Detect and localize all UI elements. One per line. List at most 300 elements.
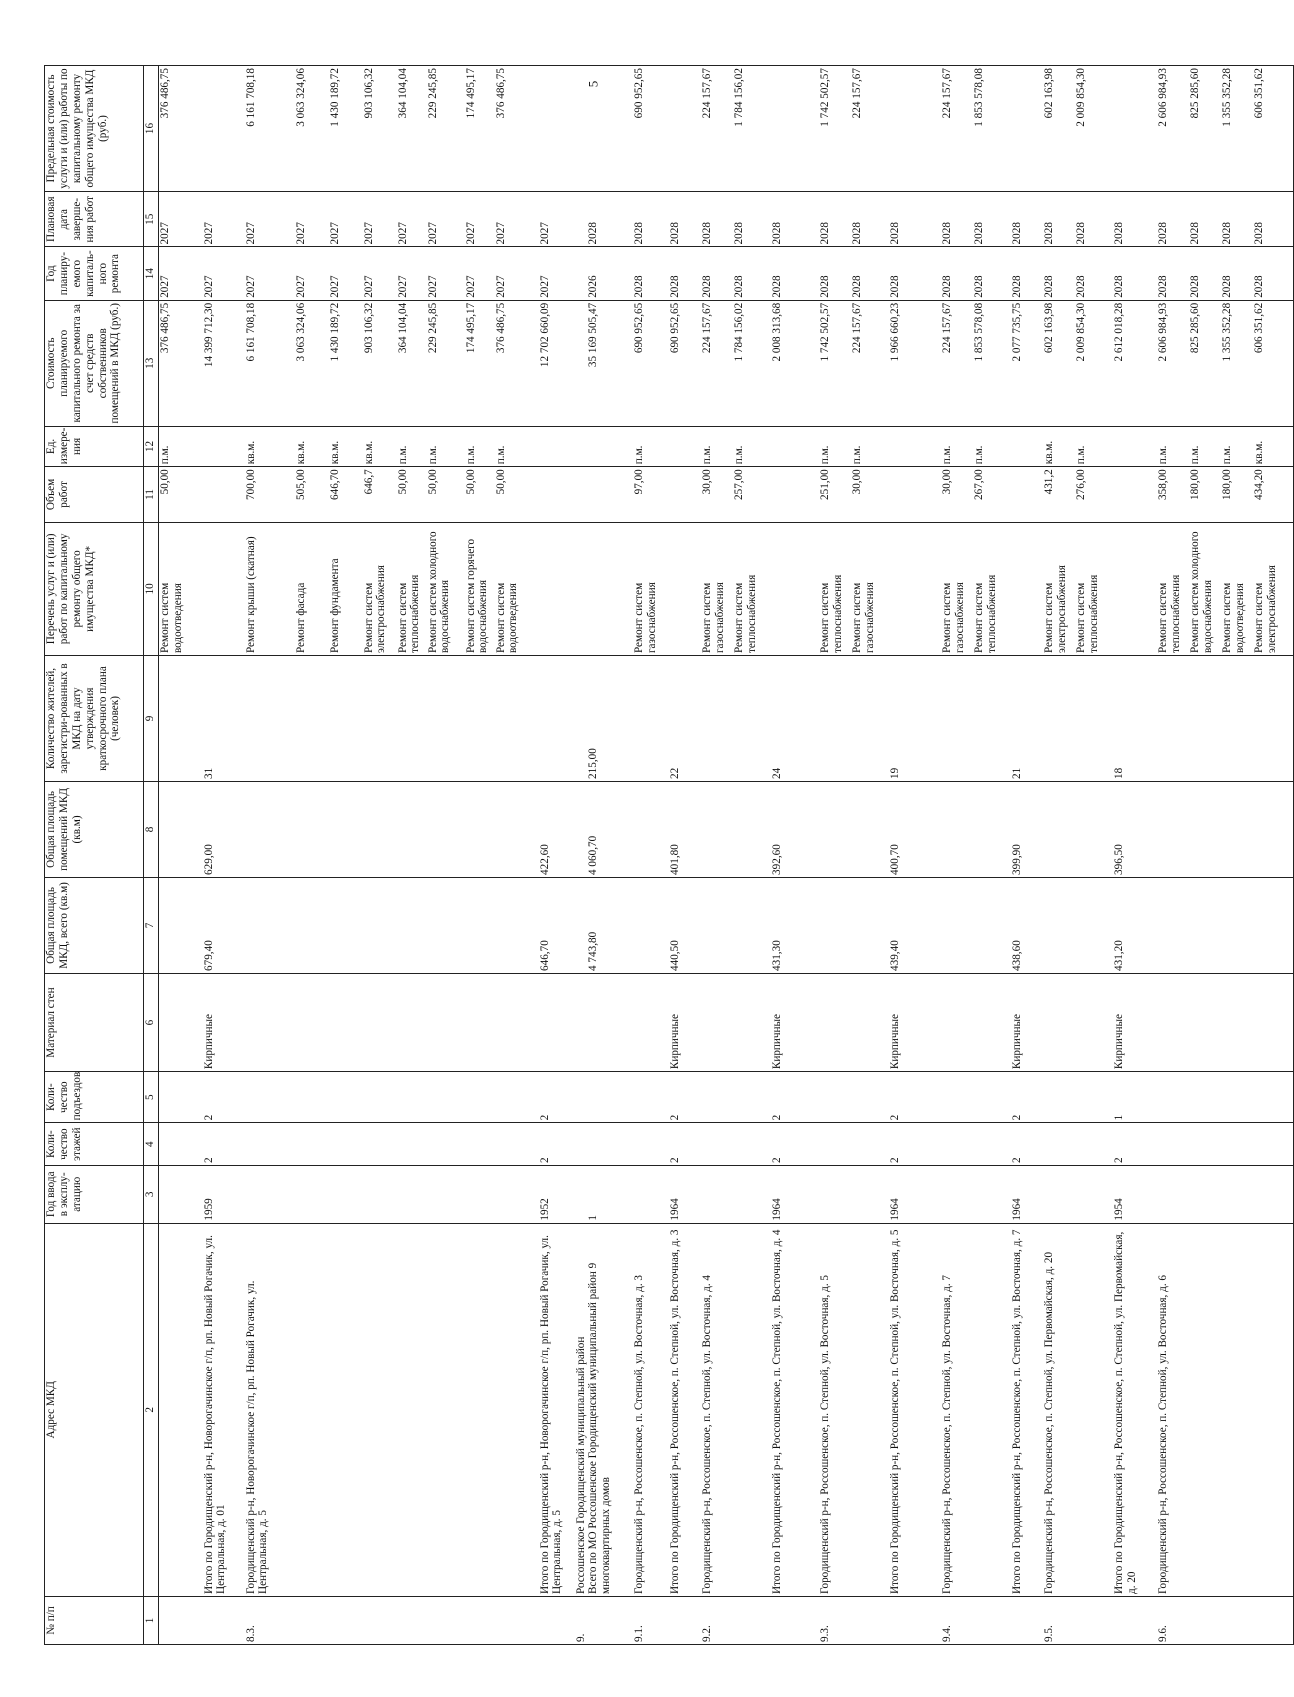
table-cell: Ремонт фундамента [329, 522, 363, 655]
table-cell [633, 1123, 669, 1166]
table-cell: 229 245,85 [427, 300, 465, 426]
table-cell [941, 656, 973, 782]
table-cell [889, 522, 941, 655]
table-cell [203, 467, 245, 522]
rotated-page [44, 65, 1279, 1645]
table-cell [1043, 877, 1075, 973]
table-cell: 1 [1113, 1072, 1157, 1123]
table-cell: 2 [669, 1072, 701, 1123]
table-cell: 2 077 735,75 [1011, 300, 1043, 426]
table-cell: 2028 [1011, 191, 1043, 246]
column-header-11: Объем работ [45, 467, 144, 522]
table-cell [329, 1072, 363, 1123]
table-cell [1221, 1165, 1253, 1223]
table-cell [495, 781, 539, 877]
table-cell [633, 781, 669, 877]
table-cell [427, 656, 465, 782]
table-cell: 2 606 984,93 [1157, 66, 1189, 192]
table-cell: 31 [203, 656, 245, 782]
table-cell: Ремонт систем теплоснабжения [973, 522, 1011, 655]
table-cell [1075, 656, 1113, 782]
table-cell [363, 877, 397, 973]
table-cell: 9.4. [941, 1597, 973, 1645]
table-cell: 14 399 712,30 [203, 300, 245, 426]
table-cell: 505,00 [295, 467, 329, 522]
table-cell [851, 973, 889, 1071]
table-cell: 1 742 502,57 [819, 66, 851, 192]
table-cell: 2028 [1043, 191, 1075, 246]
table-cell [733, 781, 771, 877]
column-header-5: Коли-чество подъездов [45, 1072, 144, 1123]
table-cell: п.м. [397, 426, 427, 467]
column-number: 10 [144, 522, 159, 655]
table-cell [363, 1123, 397, 1166]
table-cell: 376 486,75 [495, 300, 539, 426]
table-row [427, 66, 465, 1645]
table-cell [1253, 1597, 1293, 1645]
column-number: 2 [144, 1223, 159, 1596]
table-cell: 2 612 018,28 [1113, 300, 1157, 426]
column-number: 14 [144, 247, 159, 300]
table-cell: кв.м. [329, 426, 363, 467]
column-number: 12 [144, 426, 159, 467]
table-cell: 2027 [329, 247, 363, 300]
table-cell: 1 966 660,23 [889, 300, 941, 426]
table-cell: 646,7 [363, 467, 397, 522]
table-cell: 2027 [329, 191, 363, 246]
table-cell: Ремонт систем газоснабжения [701, 522, 733, 655]
table-cell [539, 522, 575, 655]
table-cell: 2028 [587, 191, 633, 246]
table-cell [587, 66, 633, 192]
table-cell: 602 163,98 [1043, 300, 1075, 426]
table-cell: 2 [669, 1123, 701, 1166]
table-cell [1253, 1165, 1293, 1223]
table-row [465, 66, 495, 1645]
table-cell: п.м. [427, 426, 465, 467]
table-cell: п.м. [495, 426, 539, 467]
table-cell [427, 1165, 465, 1223]
table-cell [1157, 781, 1189, 877]
table-row [1011, 66, 1043, 1645]
table-cell: 602 163,98 [1043, 66, 1075, 192]
table-cell [889, 467, 941, 522]
table-row [587, 66, 633, 1645]
table-cell [851, 1597, 889, 1645]
table-cell: кв.м. [245, 426, 295, 467]
table-cell [1253, 1123, 1293, 1166]
table-cell: 1964 [889, 1165, 941, 1223]
table-cell: 276,00 [1075, 467, 1113, 522]
column-header-3: Год ввода в эксплу-атацию [45, 1165, 144, 1223]
table-cell [1011, 467, 1043, 522]
table-cell: 50,00 [495, 467, 539, 522]
table-cell: Кирпичные [203, 973, 245, 1071]
table-cell [495, 1123, 539, 1166]
table-cell: 399,90 [1011, 781, 1043, 877]
column-header-15: Плановая дата заверше-ния работ [45, 191, 144, 246]
table-cell: 903 106,32 [363, 66, 397, 192]
table-cell: 1 430 189,72 [329, 66, 363, 192]
table-cell [973, 1597, 1011, 1645]
table-cell [495, 1597, 539, 1645]
table-cell [495, 1223, 539, 1596]
table-cell: 2028 [819, 247, 851, 300]
table-cell: 431,30 [771, 877, 819, 973]
table-cell [587, 467, 633, 522]
table-cell [1189, 1223, 1221, 1596]
table-cell: п.м. [1157, 426, 1189, 467]
table-row [295, 66, 329, 1645]
table-cell [245, 1165, 295, 1223]
table-cell [1253, 1072, 1293, 1123]
table-cell [1043, 781, 1075, 877]
table-cell [159, 1165, 203, 1223]
table-cell [733, 877, 771, 973]
column-number: 11 [144, 467, 159, 522]
table-cell: 2028 [1189, 191, 1221, 246]
table-cell: 2 [203, 1072, 245, 1123]
table-cell [427, 877, 465, 973]
table-cell: 2028 [889, 191, 941, 246]
table-cell: 22 [669, 656, 701, 782]
column-header-2: Адрес МКД [45, 1223, 144, 1596]
table-cell [1157, 1123, 1189, 1166]
table-cell: Итого по Городищенский р-н, Россошенское, п. Степной, ул. Первомайская, д. 20 [1113, 1223, 1157, 1596]
table-cell [771, 1597, 819, 1645]
table-cell: 440,50 [669, 877, 701, 973]
table-cell [539, 1597, 575, 1645]
table-cell: Городищенский р-н, Россошенское, п. Степной, ул. Восточная, д. 4 [701, 1223, 733, 1596]
table-cell [1221, 877, 1253, 973]
table-cell [203, 522, 245, 655]
table-cell: 431,2 [1043, 467, 1075, 522]
table-cell [575, 1123, 588, 1166]
table-cell [465, 1072, 495, 1123]
table-cell [587, 973, 633, 1071]
table-row [1075, 66, 1113, 1645]
table-cell [701, 656, 733, 782]
table-cell: 2028 [669, 247, 701, 300]
table-cell: Ремонт систем водоотведения [159, 522, 203, 655]
table-cell [973, 656, 1011, 782]
table-cell: 2027 [159, 191, 203, 246]
table-cell: 2028 [941, 247, 973, 300]
table-cell: Городищенский р-н, Россошенское, п. Степной, ул. Восточная, д. 3 [633, 1223, 669, 1596]
table-cell: Кирпичные [1011, 973, 1043, 1071]
table-cell: п.м. [1189, 426, 1221, 467]
table-row [1253, 66, 1293, 1645]
table-cell: 50,00 [427, 467, 465, 522]
table-cell: Всего по МО Россошенское Городищенский муниципальный район 9 многоквартирных домов [587, 1223, 633, 1596]
table-cell: 2 [771, 1072, 819, 1123]
table-cell [295, 877, 329, 973]
table-cell: 2 606 984,93 [1157, 300, 1189, 426]
table-cell: 376 486,75 [159, 300, 203, 426]
table-cell [1075, 1597, 1113, 1645]
table-cell: 2028 [819, 191, 851, 246]
table-cell: Городищенский р-н, Россошенское, п. Степной, ул. Первомайская, д. 20 [1043, 1223, 1075, 1596]
column-header-8: Общая площадь помещений МКД (кв.м) [45, 781, 144, 877]
table-cell [575, 467, 588, 522]
table-cell: 30,00 [941, 467, 973, 522]
table-cell [1113, 66, 1157, 192]
table-cell: 174 495,17 [465, 300, 495, 426]
table-cell: 376 486,75 [159, 66, 203, 192]
table-cell: 2027 [203, 247, 245, 300]
table-cell: п.м. [701, 426, 733, 467]
table-cell [1043, 1123, 1075, 1166]
table-cell [329, 656, 363, 782]
table-cell: 2027 [295, 247, 329, 300]
table-cell: 629,00 [203, 781, 245, 877]
table-cell: 9.1. [633, 1597, 669, 1645]
table-cell [1221, 781, 1253, 877]
table-cell [973, 877, 1011, 973]
table-cell: п.м. [633, 426, 669, 467]
table-row [1221, 66, 1253, 1645]
table-cell: 2028 [1113, 247, 1157, 300]
table-cell: 2 008 313,68 [771, 300, 819, 426]
table-cell: Ремонт систем электроснабжения [1043, 522, 1075, 655]
table-cell [1221, 656, 1253, 782]
table-cell: 2028 [1253, 191, 1293, 246]
table-cell: 903 106,32 [363, 300, 397, 426]
table-cell: 267,00 [973, 467, 1011, 522]
table-row [851, 66, 889, 1645]
table-cell: 1 742 502,57 [819, 300, 851, 426]
table-cell: Ремонт систем газоснабжения [633, 522, 669, 655]
table-cell [295, 1597, 329, 1645]
column-number: 8 [144, 781, 159, 877]
table-cell [397, 1597, 427, 1645]
table-cell [851, 1165, 889, 1223]
table-cell: 690 952,65 [633, 66, 669, 192]
table-cell: 2028 [851, 191, 889, 246]
table-cell: 2 [771, 1123, 819, 1166]
table-row [1157, 66, 1189, 1645]
table-cell: 358,00 [1157, 467, 1189, 522]
table-cell: 2027 [465, 191, 495, 246]
table-cell: 2027 [397, 247, 427, 300]
table-cell: 2027 [495, 191, 539, 246]
table-cell: Ремонт систем электроснабжения [1253, 522, 1293, 655]
table-cell [1157, 1165, 1189, 1223]
table-cell: 180,00 [1221, 467, 1253, 522]
table-cell: 2028 [1075, 247, 1113, 300]
table-cell [575, 426, 588, 467]
table-cell: 3 063 324,06 [295, 66, 329, 192]
table-cell: п.м. [973, 426, 1011, 467]
table-cell: 9.6. [1157, 1597, 1189, 1645]
table-cell [363, 1597, 397, 1645]
table-cell: 224 157,67 [851, 66, 889, 192]
table-cell: 1 355 352,28 [1221, 66, 1253, 192]
table-cell: Ремонт крыши (скатная) [245, 522, 295, 655]
table-cell [1189, 973, 1221, 1071]
table-cell [575, 1072, 588, 1123]
column-number: 16 [144, 66, 159, 192]
table-cell [889, 1597, 941, 1645]
capital-repair-table [44, 65, 1294, 1645]
table-cell [1253, 656, 1293, 782]
table-cell: 8.3. [245, 1597, 295, 1645]
table-cell: 19 [889, 656, 941, 782]
table-cell [941, 781, 973, 877]
table-cell [295, 973, 329, 1071]
table-cell [819, 1123, 851, 1166]
column-header-4: Коли-чество этажей [45, 1123, 144, 1166]
table-cell [771, 467, 819, 522]
table-cell [1221, 1223, 1253, 1596]
table-cell: 1 [587, 1165, 633, 1223]
table-cell [669, 467, 701, 522]
table-cell: 35 169 505,47 [587, 300, 633, 426]
table-cell [245, 656, 295, 782]
table-cell [363, 656, 397, 782]
table-cell [733, 1072, 771, 1123]
table-cell [397, 1165, 427, 1223]
table-cell: 2 [203, 1123, 245, 1166]
table-cell: 2028 [851, 247, 889, 300]
table-cell [295, 1165, 329, 1223]
table-cell [1221, 973, 1253, 1071]
table-cell [941, 1123, 973, 1166]
table-cell: 2027 [539, 191, 575, 246]
table-cell: 2028 [1253, 247, 1293, 300]
table-cell [1043, 1072, 1075, 1123]
table-cell [539, 467, 575, 522]
table-cell [1189, 1165, 1221, 1223]
table-cell [1189, 877, 1221, 973]
table-cell: п.м. [851, 426, 889, 467]
table-cell [733, 656, 771, 782]
table-cell: 1 853 578,08 [973, 300, 1011, 426]
table-cell [245, 1123, 295, 1166]
table-cell: 2 [1011, 1123, 1043, 1166]
table-row [1189, 66, 1221, 1645]
table-cell: 2 009 854,30 [1075, 300, 1113, 426]
table-cell [329, 781, 363, 877]
table-cell [1075, 1223, 1113, 1596]
table-cell: 2027 [363, 191, 397, 246]
table-cell: 30,00 [701, 467, 733, 522]
table-cell [851, 877, 889, 973]
table-cell [701, 973, 733, 1071]
table-cell: 9.3. [819, 1597, 851, 1645]
table-cell: Итого по Городищенский р-н, Новорогачинское г/п, рп. Новый Рогачик, ул. Центральная, д. 01 [203, 1223, 245, 1596]
table-cell [587, 1072, 633, 1123]
table-cell [1221, 1597, 1253, 1645]
table-row [733, 66, 771, 1645]
table-cell: 30,00 [851, 467, 889, 522]
table-cell [427, 1072, 465, 1123]
table-cell: 2028 [771, 247, 819, 300]
table-cell: 12 702 660,09 [539, 300, 575, 426]
table-cell: кв.м. [295, 426, 329, 467]
table-cell: 18 [1113, 656, 1157, 782]
table-cell [465, 1123, 495, 1166]
table-cell: Ремонт систем холодного водоснабжения [427, 522, 465, 655]
table-cell [245, 877, 295, 973]
table-cell: п.м. [733, 426, 771, 467]
table-cell [159, 781, 203, 877]
table-cell [495, 1072, 539, 1123]
header-row [45, 66, 144, 1645]
table-cell [1113, 522, 1157, 655]
table-cell: 2 [1113, 1123, 1157, 1166]
table-cell: 376 486,75 [495, 66, 539, 192]
table-row [203, 66, 245, 1645]
table-cell [397, 781, 427, 877]
table-cell: 4 743,80 [587, 877, 633, 973]
table-cell [159, 1223, 203, 1596]
table-cell [295, 1123, 329, 1166]
table-cell: 1 355 352,28 [1221, 300, 1253, 426]
table-cell [295, 656, 329, 782]
table-cell: 2028 [973, 191, 1011, 246]
table-cell: 690 952,65 [633, 300, 669, 426]
table-cell [465, 973, 495, 1071]
table-cell: 606 351,62 [1253, 300, 1293, 426]
table-row [633, 66, 669, 1645]
table-cell: 50,00 [159, 467, 203, 522]
table-cell [465, 1597, 495, 1645]
table-cell [941, 1165, 973, 1223]
column-header-16: Предельная стоимость услуги и (или) работы по капитальному ремонту общего имущества МКД (руб.) [45, 66, 144, 192]
table-cell: 700,00 [245, 467, 295, 522]
table-cell [819, 781, 851, 877]
table-cell [245, 1072, 295, 1123]
table-cell: 2 [539, 1123, 575, 1166]
table-cell: Ремонт систем горячего водоснабжения [465, 522, 495, 655]
table-cell: Кирпичные [771, 973, 819, 1071]
table-cell: 9. [575, 1597, 588, 1645]
table-cell [203, 66, 245, 192]
table-cell [329, 1223, 363, 1596]
table-cell [539, 973, 575, 1071]
table-cell [633, 1165, 669, 1223]
table-cell: 224 157,67 [941, 300, 973, 426]
table-cell [1157, 973, 1189, 1071]
table-cell: 1 784 156,02 [733, 300, 771, 426]
column-header-1: № п/п [45, 1597, 144, 1645]
table-cell: 97,00 [633, 467, 669, 522]
table-cell [851, 781, 889, 877]
table-row [941, 66, 973, 1645]
table-cell [1189, 781, 1221, 877]
table-cell: 9.2. [701, 1597, 733, 1645]
table-cell: 2028 [941, 191, 973, 246]
table-cell [159, 656, 203, 782]
table-cell: 1964 [669, 1165, 701, 1223]
table-cell [819, 656, 851, 782]
table-cell [851, 1223, 889, 1596]
table-cell: 2027 [363, 247, 397, 300]
column-number: 3 [144, 1165, 159, 1223]
table-cell: 2028 [889, 247, 941, 300]
table-cell [539, 426, 575, 467]
table-cell [329, 1597, 363, 1645]
table-cell [539, 656, 575, 782]
table-cell: 2028 [701, 191, 733, 246]
table-cell [1253, 1223, 1293, 1596]
table-cell: 690 952,65 [669, 300, 701, 426]
table-cell: 2028 [733, 191, 771, 246]
table-cell [1189, 1123, 1221, 1166]
table-cell: 1954 [1113, 1165, 1157, 1223]
table-cell: Россошенское Городищенский муниципальный район [575, 1223, 588, 1596]
